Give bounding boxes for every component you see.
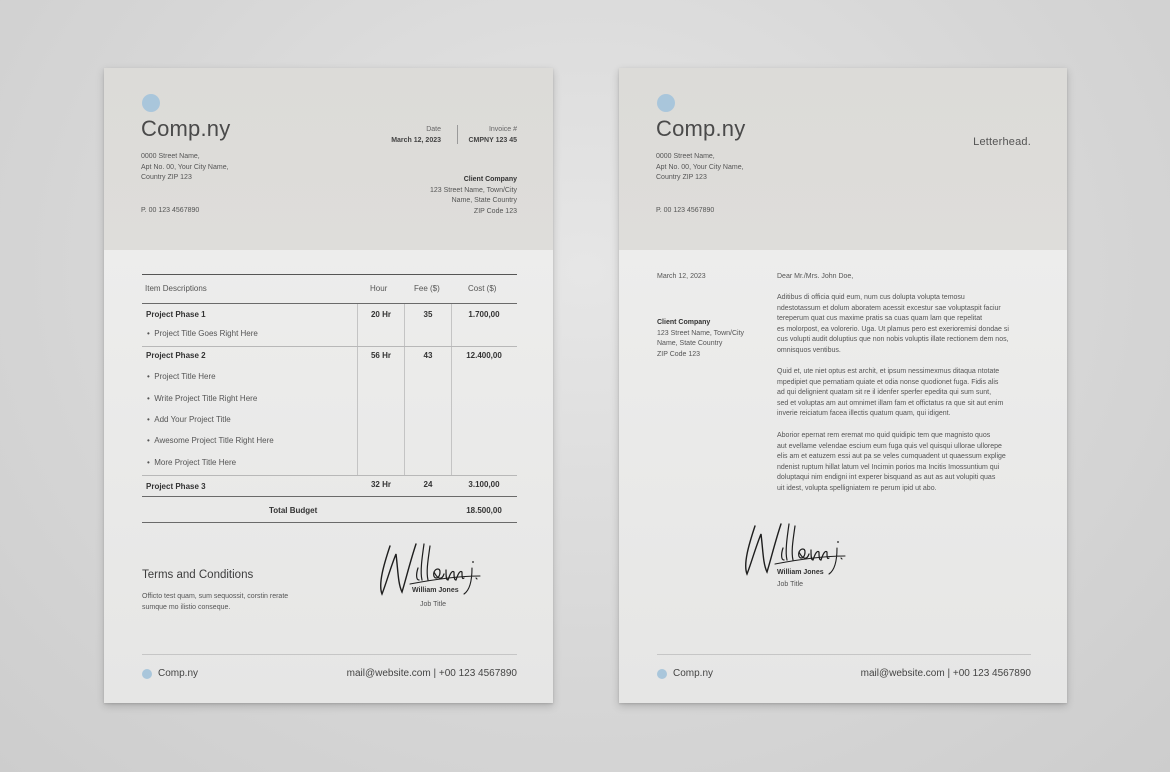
- header-cost: Cost ($): [468, 284, 497, 293]
- invoice-phone: P. 00 123 4567890: [141, 207, 200, 214]
- header-hour: Hour: [370, 284, 388, 293]
- address-line: Country ZIP 123: [656, 174, 707, 181]
- footer-rule: [142, 654, 517, 655]
- signature-name: William Jones: [412, 587, 459, 594]
- paragraph-line: ndestotassum et dolum aboratem acessit excestur sae voluptaspit faciur: [777, 304, 1001, 312]
- paragraph-line: tereperum quat cus maxime pratis sa cuas quam lam que repelitat: [777, 315, 983, 323]
- paragraph-line: es molorpost, ea volorerio. Uga. Ut plamus pero est exerioremisi dondae si: [777, 325, 1009, 333]
- footer-brand: Comp.ny: [673, 668, 714, 679]
- item-title: Awesome Project Title Right Here: [154, 436, 274, 445]
- invoice-page: [104, 68, 553, 703]
- letter-date: March 12, 2023: [657, 273, 706, 280]
- signature-job-title: Job Title: [777, 581, 804, 588]
- paragraph-line: omnisquos ventibus.: [777, 346, 841, 354]
- paragraph-line: Quid et, ute niet optus est archit, et ipsum nessimexmus ditaqua ntotate: [777, 368, 1000, 375]
- footer-dot-icon: [142, 669, 152, 679]
- table-col-divider: [357, 304, 358, 475]
- list-item: [147, 394, 257, 403]
- bullet-icon: •: [147, 372, 150, 381]
- paragraph-line: doluptaqui nim endigni int experer bisquand as aut as aut volupiti quas: [777, 474, 996, 482]
- date-label: Date: [426, 126, 441, 133]
- footer-contact: mail@website.com | +00 123 4567890: [860, 668, 1031, 679]
- phase-3-hour: 32 Hr: [370, 480, 391, 489]
- address-line: Country ZIP 123: [141, 174, 192, 181]
- client-line: Name, State Country: [657, 340, 723, 347]
- terms-title: Terms and Conditions: [142, 569, 254, 581]
- date-value: March 12, 2023: [391, 137, 441, 144]
- phase-1-cost: 1.700,00: [468, 310, 500, 319]
- table-top-rule: [142, 274, 517, 275]
- paragraph-line: Aditibus di officia quid eum, num cus dolupta volupta temosu: [777, 294, 965, 301]
- paragraph-line: cus volupti audit doluptius que non nobis voluptis illate rectionem dem nos,: [777, 336, 1009, 344]
- bullet-icon: •: [147, 415, 150, 424]
- bullet-icon: •: [147, 436, 150, 445]
- phase-2-cost: 12.400,00: [466, 351, 502, 360]
- client-line: ZIP Code 123: [473, 207, 517, 215]
- table-col-divider: [404, 304, 405, 475]
- letter-logo: Comp.ny: [656, 116, 746, 141]
- paragraph-line: uit idest, volupta spelligniatem re perum ipid ut abo.: [777, 484, 937, 492]
- item-title: Add Your Project Title: [154, 415, 231, 424]
- invoice-address: [141, 152, 229, 184]
- item-title: Write Project Title Right Here: [154, 394, 258, 403]
- phase-2-name: Project Phase 2: [146, 351, 206, 360]
- signature-job-title: Job Title: [420, 601, 447, 608]
- item-title: Project Title Here: [154, 372, 216, 381]
- phase-2-hour: 56 Hr: [370, 351, 391, 360]
- paragraph-line: Aborior epernat rem eremat mo quid quidipic tem que magnisto quos: [777, 432, 991, 439]
- client-line: ZIP Code 123: [657, 350, 701, 358]
- letterhead-title: Letterhead.: [973, 136, 1031, 148]
- list-item: [147, 372, 216, 381]
- letter-address: [656, 152, 744, 184]
- footer-rule: [657, 654, 1031, 655]
- meta-divider: [457, 125, 458, 144]
- table-total-rule: [142, 496, 517, 497]
- table-bottom-rule: [142, 522, 517, 523]
- address-line: Apt No. 00, Your City Name,: [141, 163, 229, 171]
- letter-paragraph-1: [777, 293, 1032, 357]
- row-rule: [142, 475, 517, 476]
- phase-1-fee: 35: [423, 310, 433, 319]
- header-item-descriptions: Item Descriptions: [145, 284, 207, 293]
- footer-dot-icon: [657, 669, 667, 679]
- paragraph-line: sed et voluptas am aut omnimet illam fam et offictatus ra que sit aut enim: [777, 399, 1004, 407]
- bullet-icon: •: [147, 329, 150, 338]
- phase-2-fee: 43: [423, 351, 433, 360]
- list-item: [147, 329, 258, 338]
- phase-3-name: Project Phase 3: [146, 482, 206, 491]
- invoice-client-block: [430, 175, 517, 217]
- invoice-number-block: [468, 124, 517, 146]
- paragraph-line: inverie reiciatum facea illectis quatum quam, qui idigent.: [777, 410, 951, 418]
- phase-3-cost: 3.100,00: [468, 480, 500, 489]
- bullet-icon: •: [147, 458, 150, 467]
- list-item: [147, 458, 236, 467]
- letter-signature: [741, 504, 851, 589]
- logo-dot-icon: [657, 94, 675, 112]
- item-title: Project Title Goes Right Here: [154, 329, 258, 338]
- table-header-rule: [142, 303, 517, 304]
- paragraph-line: aut evellame velendae escium eum fuga quis vel quisqui ullorae ullorepe: [777, 442, 1002, 450]
- signature-name: William Jones: [777, 569, 824, 576]
- terms-line: sumque mo ilistio conseque.: [142, 603, 231, 611]
- terms-line: Officto test quam, sum sequossit, corstin rerate: [142, 593, 289, 600]
- list-item: [147, 436, 274, 445]
- invoice-logo: Comp.ny: [141, 116, 231, 141]
- footer-brand: Comp.ny: [158, 668, 199, 679]
- total-label: Total Budget: [269, 506, 318, 515]
- phase-3-fee: 24: [423, 480, 433, 489]
- paragraph-line: ad qui delignient quatam sit re il idenfer sperfer epedita qui sum sunt,: [777, 389, 992, 397]
- row-rule: [142, 346, 517, 347]
- letter-paragraph-3: [777, 431, 1032, 495]
- paragraph-line: ndenist ruptum hillat latum vel Incimin porios ma Incitis Imossuntium qui: [777, 463, 1000, 471]
- terms-text: [142, 592, 317, 613]
- client-line: Name, State Country: [451, 197, 517, 204]
- client-line: 123 Street Name, Town/City: [429, 186, 517, 194]
- client-line: 123 Street Name, Town/City: [657, 329, 745, 337]
- letter-phone: P. 00 123 4567890: [656, 207, 715, 214]
- invoice-number-label: Invoice #: [488, 126, 517, 133]
- total-value: 18.500,00: [466, 506, 502, 515]
- client-name: Client Company: [657, 319, 711, 326]
- paragraph-line: elis am et eatuzem essi aut pa se veles cumquadent ut quaessum explige: [777, 453, 1006, 461]
- paragraph-line: mpedipiet que pernatiam quiate et odia nonse quodionet fuga. Fidis alis: [777, 378, 999, 386]
- bullet-icon: •: [147, 394, 150, 403]
- invoice-date-block: [391, 124, 441, 146]
- phase-1-name: Project Phase 1: [146, 310, 206, 319]
- client-name: Client Company: [463, 176, 517, 183]
- phase-1-hour: 20 Hr: [370, 310, 391, 319]
- address-line: 0000 Street Name,: [141, 153, 200, 160]
- table-col-divider: [451, 304, 452, 475]
- header-fee: Fee ($): [414, 284, 440, 293]
- letter-paragraph-2: [777, 367, 1032, 420]
- invoice-number-value: CMPNY 123 45: [468, 137, 517, 144]
- footer-contact: mail@website.com | +00 123 4567890: [346, 668, 517, 679]
- list-item: [147, 415, 231, 424]
- invoice-signature: [376, 524, 486, 609]
- item-title: More Project Title Here: [154, 458, 237, 467]
- letterhead-page: [619, 68, 1067, 703]
- letter-salutation: Dear Mr./Mrs. John Doe,: [777, 273, 854, 280]
- letter-client-block: [657, 318, 744, 360]
- address-line: Apt No. 00, Your City Name,: [656, 163, 744, 171]
- address-line: 0000 Street Name,: [656, 153, 715, 160]
- logo-dot-icon: [142, 94, 160, 112]
